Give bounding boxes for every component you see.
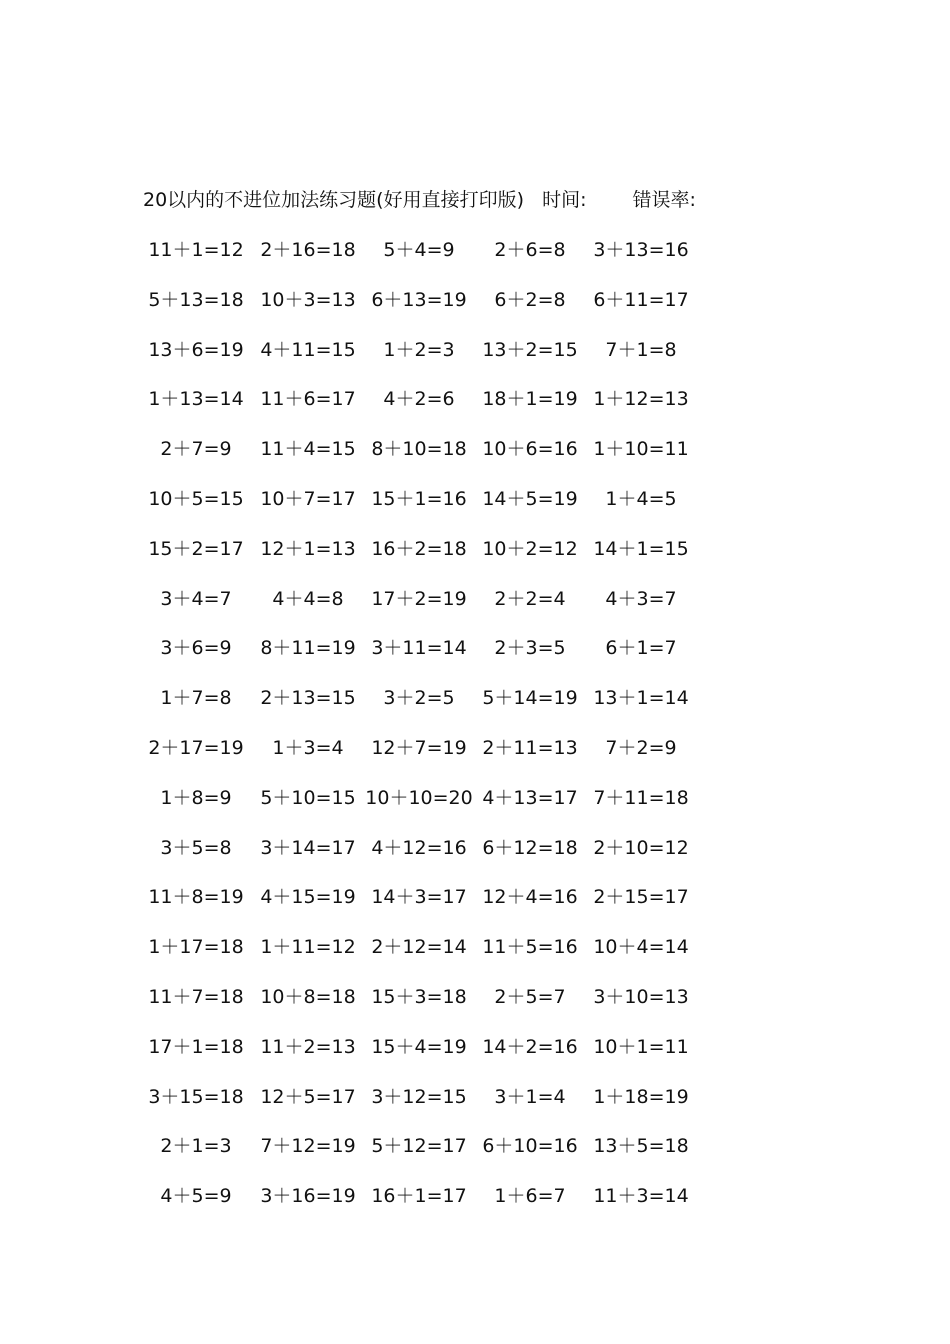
addition-problem: 14＋2=16 xyxy=(482,1035,578,1058)
addition-problem: 5＋10=15 xyxy=(260,786,356,809)
addition-problem: 10＋6=16 xyxy=(482,438,578,461)
addition-problem: 10＋2=12 xyxy=(482,537,578,560)
problem-row xyxy=(140,535,710,585)
addition-problem: 10＋5=15 xyxy=(148,487,244,510)
addition-problem: 1＋6=7 xyxy=(494,1185,566,1208)
addition-problem: 10＋8=18 xyxy=(260,985,356,1008)
addition-problem: 2＋3=5 xyxy=(494,637,566,660)
addition-problem: 2＋12=14 xyxy=(371,936,467,959)
addition-problem: 11＋7=18 xyxy=(148,985,244,1008)
addition-problem: 1＋4=5 xyxy=(605,487,677,510)
addition-problem: 11＋8=19 xyxy=(148,886,244,909)
addition-problem: 6＋11=17 xyxy=(593,288,689,311)
problem-row xyxy=(140,286,710,336)
addition-problem: 5＋4=9 xyxy=(383,239,455,261)
addition-problem: 6＋2=8 xyxy=(494,288,566,311)
problem-row xyxy=(140,734,710,784)
addition-problem: 2＋11=13 xyxy=(482,736,578,759)
addition-problem: 7＋11=18 xyxy=(593,786,689,809)
addition-problem: 8＋10=18 xyxy=(371,438,467,461)
addition-problem: 13＋1=14 xyxy=(593,687,689,710)
addition-problem: 3＋4=7 xyxy=(160,587,232,610)
addition-problem: 1＋2=3 xyxy=(383,338,455,361)
problem-row xyxy=(140,634,710,684)
addition-problem: 6＋1=7 xyxy=(605,637,677,660)
addition-problem: 11＋3=14 xyxy=(593,1185,689,1208)
addition-problem: 13＋2=15 xyxy=(482,338,578,361)
addition-problem: 14＋5=19 xyxy=(482,487,578,510)
addition-problem: 6＋13=19 xyxy=(371,288,467,311)
addition-problem: 3＋1=4 xyxy=(494,1085,566,1108)
addition-problem: 12＋4=16 xyxy=(482,886,578,909)
problem-row xyxy=(140,933,710,983)
addition-problem: 17＋1=18 xyxy=(148,1035,244,1058)
addition-problem: 2＋17=19 xyxy=(148,736,244,759)
addition-problem: 2＋7=9 xyxy=(160,438,232,461)
addition-problem: 4＋4=8 xyxy=(272,587,344,610)
problem-grid xyxy=(140,236,710,1232)
addition-problem: 1＋7=8 xyxy=(160,687,232,710)
addition-problem: 4＋3=7 xyxy=(605,587,677,610)
addition-problem: 3＋16=19 xyxy=(260,1185,356,1208)
problem-row xyxy=(140,1182,710,1232)
addition-problem: 11＋5=16 xyxy=(482,936,578,959)
addition-problem: 10＋4=14 xyxy=(593,936,689,959)
addition-problem: 11＋6=17 xyxy=(260,388,356,411)
addition-problem: 4＋15=19 xyxy=(260,886,356,909)
addition-problem: 11＋1=12 xyxy=(148,239,244,261)
addition-problem: 1＋13=14 xyxy=(148,388,244,411)
addition-problem: 4＋2=6 xyxy=(383,388,455,411)
addition-problem: 10＋10=20 xyxy=(365,786,473,809)
problem-row xyxy=(140,883,710,933)
addition-problem: 8＋11=19 xyxy=(260,637,356,660)
addition-problem: 2＋15=17 xyxy=(593,886,689,909)
addition-problem: 16＋2=18 xyxy=(371,537,467,560)
problem-row xyxy=(140,485,710,535)
addition-problem: 3＋15=18 xyxy=(148,1085,244,1108)
problem-row xyxy=(140,834,710,884)
addition-problem: 4＋11=15 xyxy=(260,338,356,361)
addition-problem: 11＋2=13 xyxy=(260,1035,356,1058)
addition-problem: 12＋5=17 xyxy=(260,1085,356,1108)
addition-problem: 2＋10=12 xyxy=(593,836,689,859)
problem-row xyxy=(140,385,710,435)
addition-problem: 3＋10=13 xyxy=(593,985,689,1008)
addition-problem: 16＋1=17 xyxy=(371,1185,467,1208)
addition-problem: 5＋12=17 xyxy=(371,1135,467,1158)
worksheet-title: 20以内的不进位加法练习题(好用直接打印版) xyxy=(143,189,525,211)
addition-problem: 6＋10=16 xyxy=(482,1135,578,1158)
addition-problem: 2＋16=18 xyxy=(260,239,356,261)
addition-problem: 4＋5=9 xyxy=(160,1185,232,1208)
addition-problem: 2＋1=3 xyxy=(160,1135,232,1158)
addition-problem: 15＋3=18 xyxy=(371,985,467,1008)
addition-problem: 2＋2=4 xyxy=(494,587,566,610)
addition-problem: 3＋5=8 xyxy=(160,836,232,859)
addition-problem: 1＋17=18 xyxy=(148,936,244,959)
addition-problem: 3＋11=14 xyxy=(371,637,467,660)
problem-row xyxy=(140,435,710,485)
addition-problem: 7＋12=19 xyxy=(260,1135,356,1158)
problem-row xyxy=(140,1132,710,1182)
addition-problem: 1＋8=9 xyxy=(160,786,232,809)
problem-row xyxy=(140,236,710,286)
time-label: 时间: xyxy=(542,189,587,211)
addition-problem: 1＋10=11 xyxy=(593,438,689,461)
addition-problem: 3＋14=17 xyxy=(260,836,356,859)
addition-problem: 12＋7=19 xyxy=(371,736,467,759)
addition-problem: 17＋2=19 xyxy=(371,587,467,610)
addition-problem: 10＋7=17 xyxy=(260,487,356,510)
problem-row xyxy=(140,585,710,635)
addition-problem: 10＋3=13 xyxy=(260,288,356,311)
addition-problem: 14＋1=15 xyxy=(593,537,689,560)
addition-problem: 1＋18=19 xyxy=(593,1085,689,1108)
addition-problem: 15＋4=19 xyxy=(371,1035,467,1058)
addition-problem: 3＋13=16 xyxy=(593,239,689,261)
addition-problem: 1＋3=4 xyxy=(272,736,344,759)
addition-problem: 1＋11=12 xyxy=(260,936,356,959)
addition-problem: 11＋4=15 xyxy=(260,438,356,461)
addition-problem: 2＋13=15 xyxy=(260,687,356,710)
addition-problem: 1＋12=13 xyxy=(593,388,689,411)
addition-problem: 3＋2=5 xyxy=(383,687,455,710)
addition-problem: 3＋12=15 xyxy=(371,1085,467,1108)
addition-problem: 2＋6=8 xyxy=(494,239,566,261)
addition-problem: 7＋1=8 xyxy=(605,338,677,361)
addition-problem: 4＋13=17 xyxy=(482,786,578,809)
problem-row xyxy=(140,983,710,1033)
error-rate-label: 错误率: xyxy=(632,189,696,211)
addition-problem: 12＋1=13 xyxy=(260,537,356,560)
addition-problem: 18＋1=19 xyxy=(482,388,578,411)
problem-row xyxy=(140,1083,710,1133)
problem-row xyxy=(140,1033,710,1083)
problem-row xyxy=(140,684,710,734)
addition-problem: 5＋13=18 xyxy=(148,288,244,311)
addition-problem: 13＋5=18 xyxy=(593,1135,689,1158)
addition-problem: 7＋2=9 xyxy=(605,736,677,759)
addition-problem: 2＋5=7 xyxy=(494,985,566,1008)
worksheet-header xyxy=(143,186,696,214)
addition-problem: 3＋6=9 xyxy=(160,637,232,660)
addition-problem: 15＋2=17 xyxy=(148,537,244,560)
addition-problem: 5＋14=19 xyxy=(482,687,578,710)
addition-problem: 4＋12=16 xyxy=(371,836,467,859)
problem-row xyxy=(140,784,710,834)
addition-problem: 13＋6=19 xyxy=(148,338,244,361)
addition-problem: 6＋12=18 xyxy=(482,836,578,859)
addition-problem: 15＋1=16 xyxy=(371,487,467,510)
addition-problem: 14＋3=17 xyxy=(371,886,467,909)
addition-problem: 10＋1=11 xyxy=(593,1035,689,1058)
problem-row xyxy=(140,336,710,386)
